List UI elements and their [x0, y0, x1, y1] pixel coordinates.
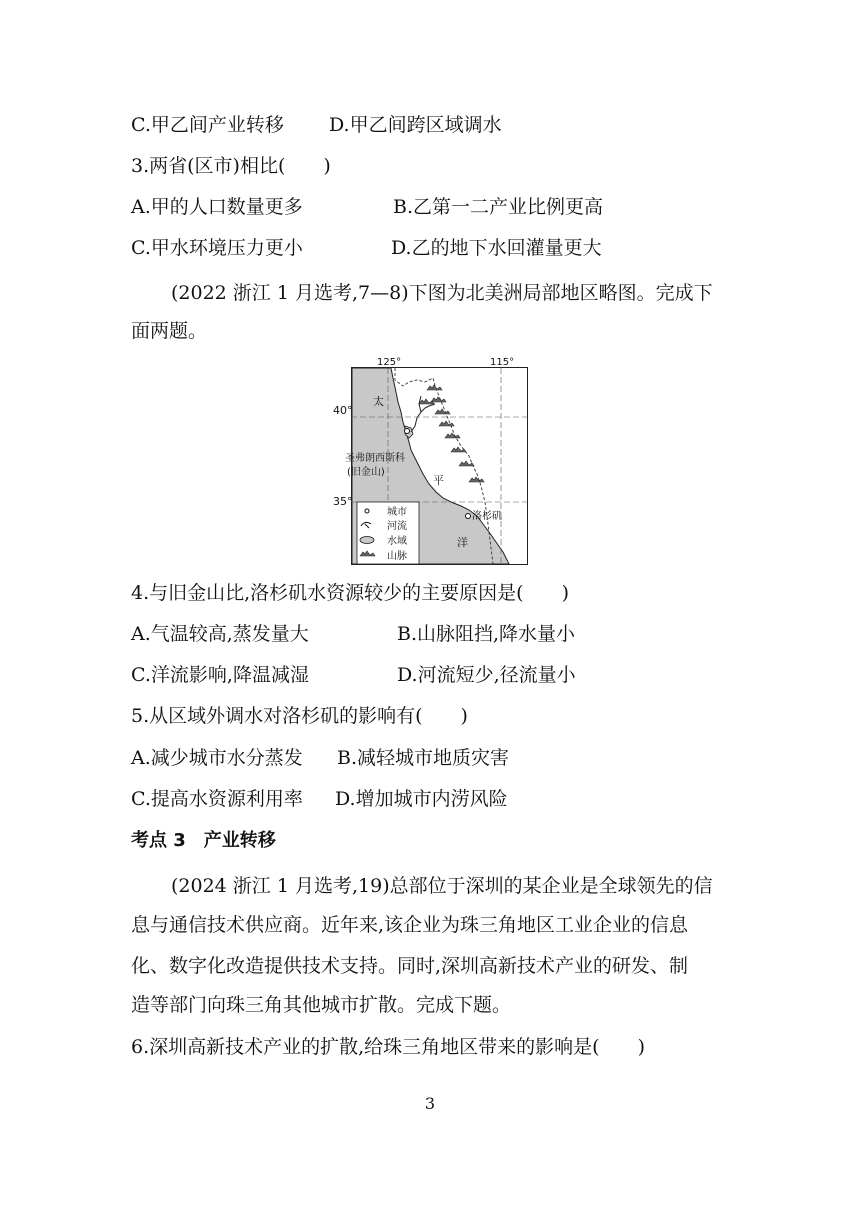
q4-option-c: C.洋流影响,降温减湿	[131, 664, 309, 686]
la-city-marker	[466, 514, 471, 519]
q3-option-b: B.乙第一二产业比例更高	[393, 196, 604, 218]
q2-option-d: D.甲乙间跨区域调水	[329, 114, 502, 136]
intro-2024-line-3: 化、数字化改造提供技术支持。同时,深圳高新技术产业的研发、制	[131, 955, 689, 977]
intro-2022-line-1: (2022 浙江 1 月选考,7—8)下图为北美洲局部地区略图。完成下	[171, 282, 713, 304]
q4-option-a: A.气温较高,蒸发量大	[131, 623, 309, 645]
ocean-char-ping: 平	[433, 474, 444, 487]
city-la-label: 洛杉矶	[472, 511, 502, 522]
q5-option-d: D.增加城市内涝风险	[335, 788, 508, 810]
intro-2022-line-2: 面两题。	[131, 320, 208, 342]
lat-40-label: 40°	[333, 404, 353, 417]
q4-stem: 4.与旧金山比,洛杉矶水资源较少的主要原因是( )	[131, 582, 569, 604]
sf-city-marker	[405, 429, 410, 434]
section-3-title: 考点 3 产业转移	[131, 830, 276, 851]
intro-2024-line-1: (2024 浙江 1 月选考,19)总部位于深圳的某企业是全球领先的信	[171, 875, 713, 897]
q3-option-d: D.乙的地下水回灌量更大	[391, 237, 602, 259]
legend-city: 城市	[387, 507, 407, 518]
city-sf-alt-label: (旧金山)	[347, 467, 385, 478]
q3-stem: 3.两省(区市)相比( )	[131, 155, 331, 177]
q3-option-c: C.甲水环境压力更小	[131, 237, 303, 259]
north-america-map	[345, 356, 529, 566]
q2-option-c: C.甲乙间产业转移	[131, 114, 284, 136]
q3-option-a: A.甲的人口数量更多	[131, 196, 303, 218]
q5-stem: 5.从区域外调水对洛杉矶的影响有( )	[131, 705, 468, 727]
lat-35-label: 35°	[333, 495, 353, 508]
intro-2024-line-4: 造等部门向珠三角其他城市扩散。完成下题。	[131, 994, 512, 1016]
lon-115-label: 115°	[490, 357, 515, 368]
legend-water: 水域	[387, 536, 407, 547]
intro-2024-line-2: 息与通信技术供应商。近年来,该企业为珠三角地区工业企业的信息	[131, 914, 689, 936]
q5-option-a: A.减少城市水分蒸发	[131, 747, 303, 769]
q5-option-c: C.提高水资源利用率	[131, 788, 303, 810]
q6-stem: 6.深圳高新技术产业的扩散,给珠三角地区带来的影响是( )	[131, 1036, 645, 1058]
ocean-char-yang: 洋	[457, 536, 468, 549]
q4-option-d: D.河流短少,径流量小	[397, 664, 576, 686]
q5-option-b: B.减轻城市地质灾害	[337, 747, 510, 769]
lon-125-label: 125°	[377, 357, 402, 368]
ocean-char-tai: 太	[373, 395, 384, 408]
page-number: 3	[424, 1094, 436, 1113]
q4-option-b: B.山脉阻挡,降水量小	[397, 623, 576, 645]
legend-mountain: 山脉	[387, 551, 407, 562]
city-sf-label: 圣弗朗西斯科	[345, 453, 405, 464]
legend-river: 河流	[387, 521, 407, 532]
